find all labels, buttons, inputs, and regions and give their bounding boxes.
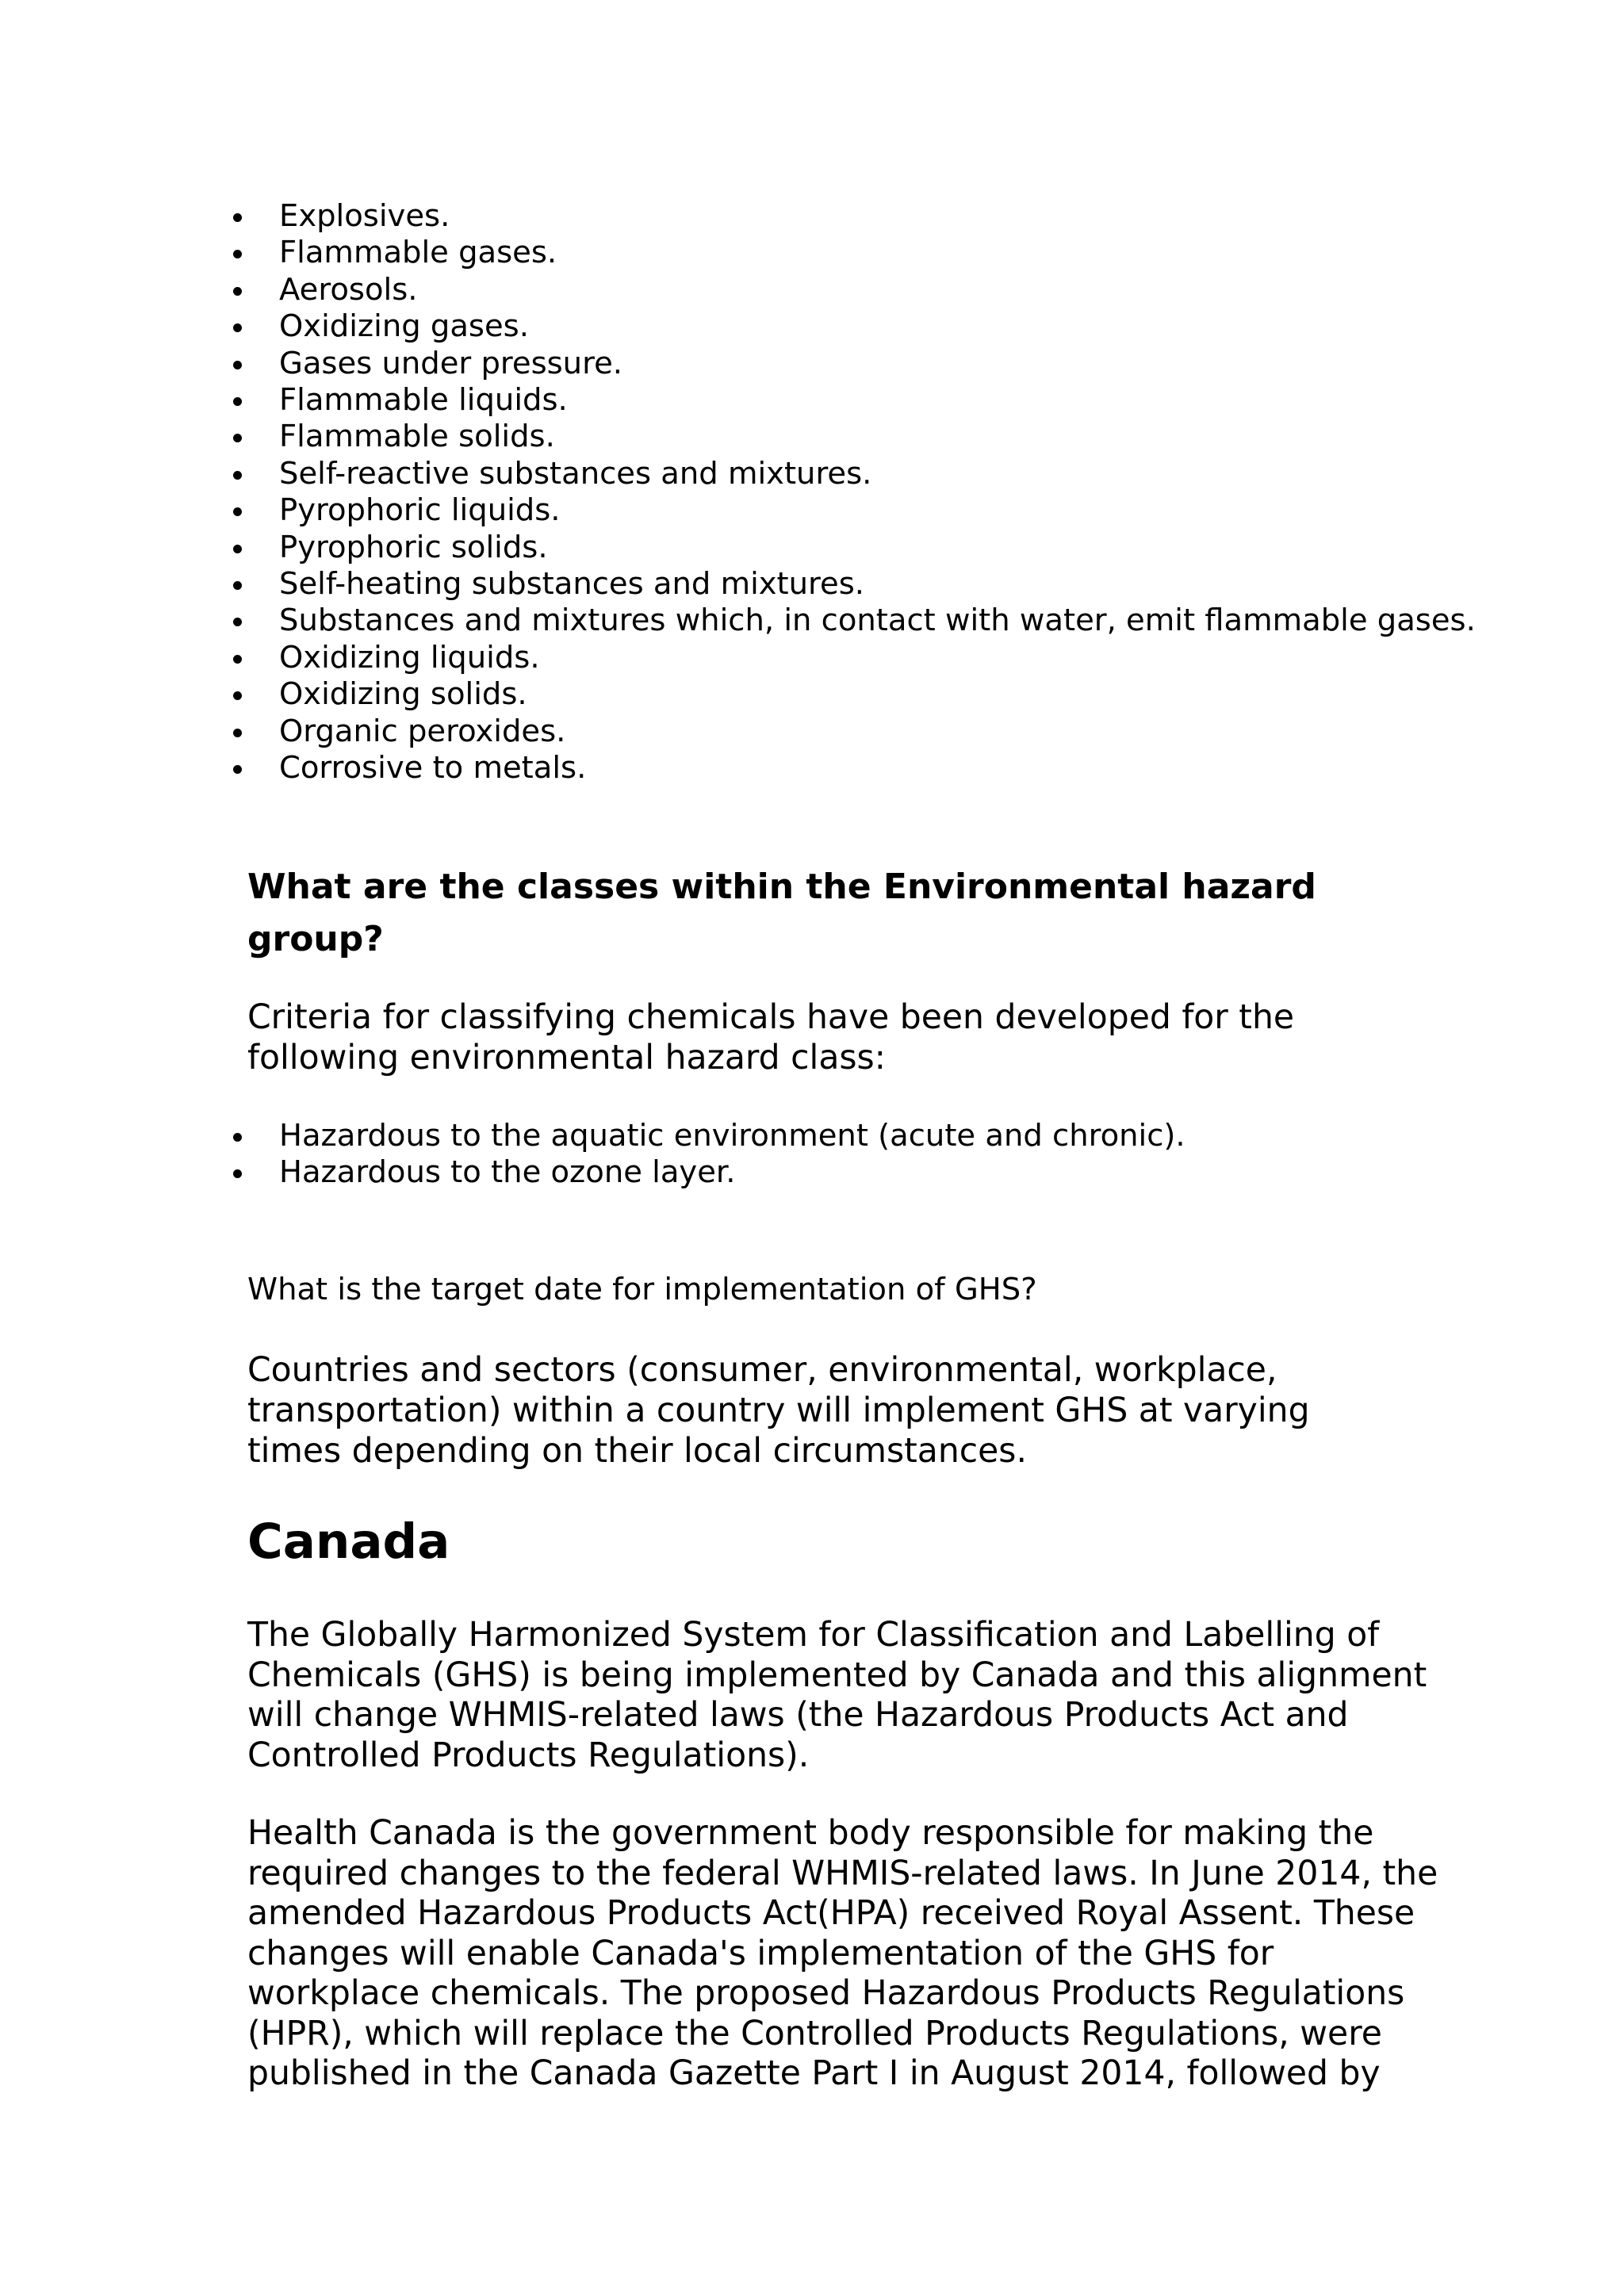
list-item: Oxidizing solids. xyxy=(279,676,1484,713)
environmental-criteria-paragraph: Criteria for classifying chemicals have been developed for the following environmental hazard class: xyxy=(247,998,1295,1077)
list-item: Self-heating substances and mixtures. xyxy=(279,566,1484,603)
list-item: Corrosive to metals. xyxy=(279,750,1484,786)
list-item: Self-reactive substances and mixtures. xyxy=(279,456,1484,492)
list-item: Hazardous to the aquatic environment (acute and chronic). xyxy=(279,1118,1484,1154)
list-item: Gases under pressure. xyxy=(279,346,1484,382)
list-item: Explosives. xyxy=(279,198,1484,235)
target-date-answer: Countries and sectors (consumer, environmental, workplace, transportation) within a country will implement GHS at varying times depending on their local circumstances. xyxy=(247,1351,1310,1471)
canada-ghs-paragraph: The Globally Harmonized System for Classification and Labelling of Chemicals (GHS) is being implemented by Canada and this alignment will change WHMIS-related laws (the Hazardous Products Act and Controlled Products Regulations). xyxy=(247,1616,1427,1775)
list-item: Hazardous to the ozone layer. xyxy=(279,1154,1484,1191)
canada-heading: Canada xyxy=(247,1513,450,1570)
list-item: Oxidizing gases. xyxy=(279,308,1484,345)
list-item: Substances and mixtures which, in contact with water, emit flammable gases. xyxy=(279,603,1484,639)
environmental-hazard-heading: What are the classes within the Environmental hazard group? xyxy=(247,867,1316,959)
list-item: Oxidizing liquids. xyxy=(279,640,1484,676)
list-item: Flammable gases. xyxy=(279,235,1484,271)
list-item: Flammable solids. xyxy=(279,419,1484,455)
environmental-hazard-list xyxy=(279,1118,1484,1192)
list-item: Pyrophoric solids. xyxy=(279,530,1484,566)
physical-hazard-list xyxy=(279,198,1484,787)
target-date-question: What is the target date for implementation of GHS? xyxy=(247,1272,1037,1307)
list-item: Aerosols. xyxy=(279,272,1484,308)
list-item: Flammable liquids. xyxy=(279,382,1484,419)
health-canada-paragraph: Health Canada is the government body responsible for making the required changes to the federal WHMIS-related laws. In June 2014, the amended Hazardous Products Act(HPA) received Royal Assent. These changes will enable Canada's implementation of the GHS for workplace chemicals. The proposed Hazardous Products Regulations (HPR), which will replace the Controlled Products Regulations, were published in the Canada Gazette Part I in August 2014, followed by xyxy=(247,1814,1438,2093)
list-item: Pyrophoric liquids. xyxy=(279,492,1484,529)
list-item: Organic peroxides. xyxy=(279,714,1484,750)
